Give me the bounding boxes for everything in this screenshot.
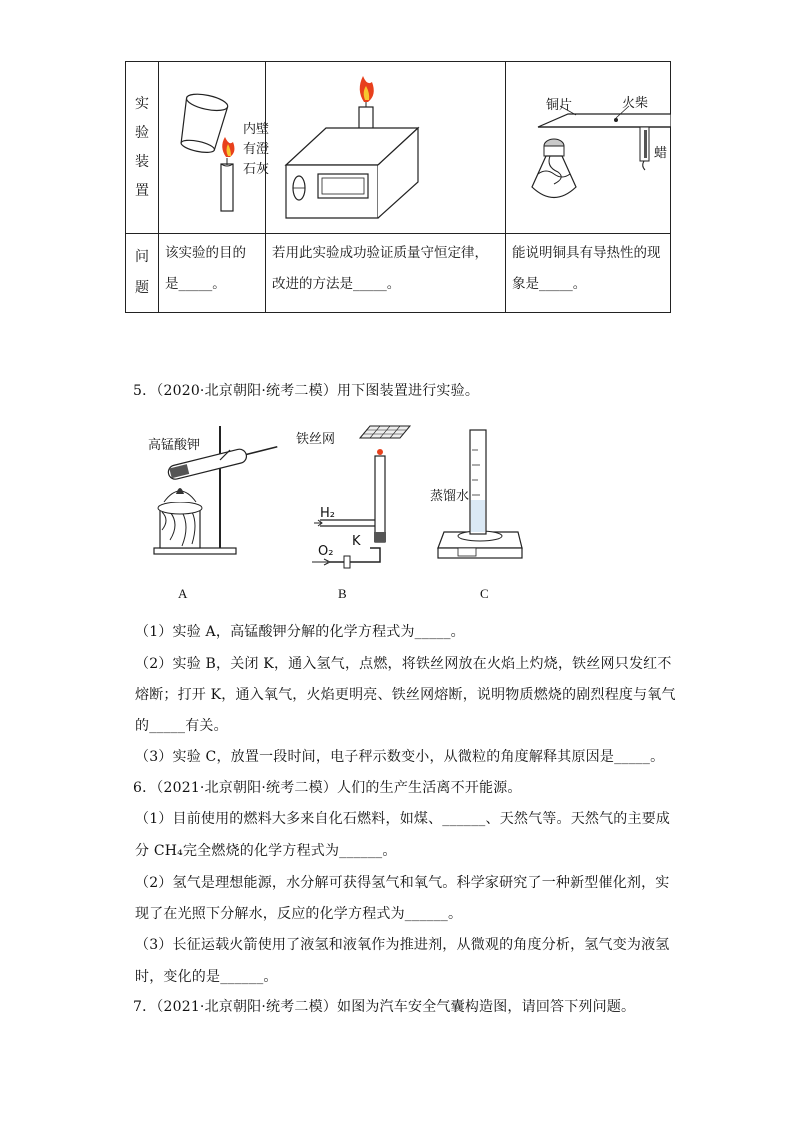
label-h2: H₂ [320, 506, 335, 521]
caption-b: B [338, 586, 347, 601]
q6-part-2-line-1: （2）氢气是理想能源，水分解可获得氢气和氧气。科学家研究了一种新型催化剂，实 [135, 875, 670, 891]
label-potassium-permanganate: 高锰酸钾 [148, 438, 201, 453]
apparatus-cell-2 [266, 62, 506, 234]
row-header-apparatus-text: 实验装置 [135, 95, 149, 199]
label-wax: 蜡 [654, 146, 668, 161]
row-header-apparatus [126, 62, 159, 234]
copper-plate-figure [506, 62, 671, 234]
apparatus-cell-1 [159, 62, 270, 234]
q5-part-1: （1）实验 A，高锰酸钾分解的化学方程式为_____。 [135, 624, 465, 640]
label-lime: 石灰 [243, 162, 270, 177]
caption-a: A [178, 586, 188, 601]
experiment-table [125, 61, 671, 313]
label-o2: O₂ [318, 544, 334, 559]
question-7-stem: 7．（2021·北京朝阳·统考二模）如图为汽车安全气囊构造图，请回答下列问题。 [133, 999, 636, 1015]
row-header-question [126, 234, 159, 313]
row-header-question-text: 问题 [135, 249, 149, 296]
label-valve-k: K [352, 534, 361, 549]
q6-part-2-line-2: 现了在光照下分解水，反应的化学方程式为______。 [135, 906, 463, 922]
q5-part-2-line-2: 熔断；打开 K，通入氧气，火焰更明亮、铁丝网熔断，说明物质燃烧的剧烈程度与氧气 [135, 687, 676, 703]
q6-part-1-line-1: （1）目前使用的燃料大多来自化石燃料，如煤、______、天然气等。天然气的主要成 [135, 811, 671, 827]
q6-part-1-line-2: 分 CH₄完全燃烧的化学方程式为______。 [135, 843, 397, 859]
q6-part-3-line-1: （3）长征运载火箭使用了液氢和液氧作为推进剂，从微观的角度分析，氢气变为液氢 [135, 937, 670, 953]
label-distilled-water: 蒸馏水 [430, 489, 470, 504]
q5-part-2-line-3: 的_____有关。 [135, 718, 228, 734]
label-iron-mesh: 铁丝网 [296, 432, 336, 447]
balance-with-candle-figure [266, 62, 506, 234]
q5-part-3: （3）实验 C，放置一段时间，电子秤示数变小，从微粒的角度解释其原因是_____。 [135, 749, 665, 765]
question-6-stem: 6．（2021·北京朝阳·统考二模）人们的生产生活离不开能源。 [133, 780, 522, 796]
label-copper-plate: 铜片 [546, 98, 573, 113]
caption-c: C [480, 586, 489, 601]
question-cell-2: 若用此实验成功验证质量守恒定律，改进的方法是_____。 [266, 234, 506, 313]
label-inner-wall: 内壁 [243, 122, 270, 137]
apparatus-cell-3 [506, 62, 671, 234]
question-5-stem: 5．（2020·北京朝阳·统考二模）用下图装置进行实验。 [133, 383, 480, 399]
question-cell-3: 能说明铜具有导热性的现象是_____。 [506, 234, 671, 313]
label-limewater: 有澄 [243, 142, 270, 157]
label-match: 火柴 [622, 96, 649, 111]
q5-part-2-line-1: （2）实验 B，关闭 K，通入氢气，点燃，将铁丝网放在火焰上灼烧，铁丝网只发红不 [135, 656, 672, 672]
question-cell-1: 该实验的目的是_____。 [159, 234, 266, 313]
q6-part-3-line-2: 时，变化的是______。 [135, 969, 278, 985]
